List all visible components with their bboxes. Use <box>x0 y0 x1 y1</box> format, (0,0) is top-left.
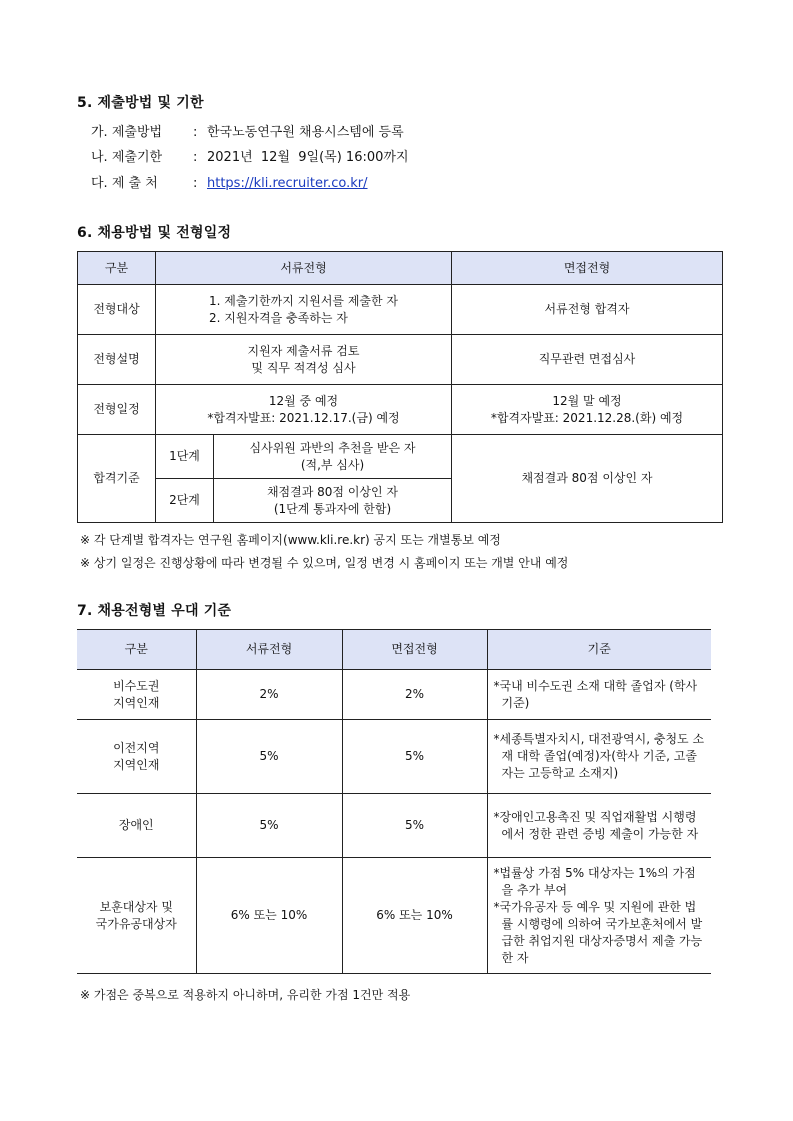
interview-rate-cell: 5% <box>342 720 487 794</box>
list-item: 1. 제출기한까지 지원서를 제출한 자 <box>209 293 398 308</box>
doc-rate-cell: 5% <box>196 794 342 858</box>
table-row <box>77 670 711 720</box>
stage1-label: 1단계 <box>156 435 214 479</box>
cell-line: 보훈대상자 및 <box>99 899 173 914</box>
cell-line: 비수도권 <box>113 678 160 693</box>
header-category: 구분 <box>78 252 156 285</box>
section7-note: ※ 가점은 중복으로 적용하지 아니하며, 유리한 가점 1건만 적용 <box>80 988 411 1002</box>
submit-deadline-key: 나. 제출기한 <box>91 150 163 165</box>
cell-line: 지원자 제출서류 검토 <box>247 343 360 358</box>
submit-deadline-sep: : <box>193 150 198 165</box>
interview-rate-cell: 6% 또는 10% <box>342 858 487 974</box>
table-header-row <box>77 630 711 670</box>
criteria-cell <box>487 720 711 794</box>
stage2-cell <box>214 479 452 523</box>
cell-line: *합격자발표: 2021.12.17.(금) 예정 <box>207 410 400 425</box>
row-label: 전형대상 <box>78 285 156 335</box>
header-category: 구분 <box>77 630 196 670</box>
cell-line: *합격자발표: 2021.12.28.(화) 예정 <box>490 410 684 425</box>
submit-deadline-line <box>91 146 409 165</box>
criteria-cell <box>487 858 711 974</box>
submit-place-key: 다. 제 출 처 <box>91 176 158 191</box>
category-cell <box>77 794 196 858</box>
selection-schedule-table <box>77 251 723 523</box>
header-document: 서류전형 <box>196 630 342 670</box>
submit-method-value: 한국노동연구원 채용시스템에 등록 <box>207 125 404 140</box>
row-label: 합격기준 <box>78 435 156 523</box>
table-row-schedule <box>78 385 723 435</box>
cell-line: 이전지역 <box>113 740 160 755</box>
cell-line: *세종특별자치시, 대전광역시, 충청도 소재 대학 졸업(예정)자(학사 기준, 고졸자는 고등학교 소재지) <box>493 732 705 780</box>
table-header-row <box>78 252 723 285</box>
section6-note-1: ※ 각 단계별 합격자는 연구원 홈페이지(www.kli.re.kr) 공지 또는 개별통보 예정 <box>80 533 501 547</box>
section7-heading: 7. 채용전형별 우대 기준 <box>77 603 232 619</box>
submit-method-key: 가. 제출방법 <box>91 125 163 140</box>
recruiter-link[interactable]: https://kli.recruiter.co.kr/ <box>207 176 368 191</box>
list-item: 2. 지원자격을 충족하는 자 <box>209 310 348 325</box>
cell-line: 장애인 <box>118 818 154 832</box>
cell-line: 지역인재 <box>113 757 160 772</box>
table-row <box>77 720 711 794</box>
table-row-target <box>78 285 723 335</box>
table-row-desc <box>78 335 723 385</box>
doc-rate-cell: 2% <box>196 670 342 720</box>
schedule-doc-cell <box>156 385 452 435</box>
row-label: 전형설명 <box>78 335 156 385</box>
desc-interview-cell: 직무관련 면접심사 <box>452 335 723 385</box>
section6-heading: 6. 채용방법 및 전형일정 <box>77 225 232 241</box>
criteria-interview-cell: 채점결과 80점 이상인 자 <box>452 435 723 523</box>
header-criteria: 기준 <box>487 630 711 670</box>
header-interview: 면접전형 <box>342 630 487 670</box>
criteria-cell <box>487 670 711 720</box>
category-cell <box>77 670 196 720</box>
schedule-interview-cell <box>452 385 723 435</box>
cell-line: 및 직무 적격성 심사 <box>251 360 356 375</box>
cell-line: (적,부 심사) <box>300 457 365 472</box>
target-doc-cell <box>156 285 452 335</box>
doc-rate-cell: 5% <box>196 720 342 794</box>
submit-method-sep: : <box>193 125 198 140</box>
category-cell <box>77 720 196 794</box>
submit-deadline-value: 2021년 12월 9일(목) 16:00까지 <box>207 150 409 165</box>
target-interview-cell: 서류전형 합격자 <box>452 285 723 335</box>
criteria-cell <box>487 794 711 858</box>
table-row-criteria-1 <box>78 435 723 479</box>
cell-line: 12월 말 예정 <box>552 393 622 408</box>
category-cell <box>77 858 196 974</box>
stage1-cell <box>214 435 452 479</box>
cell-line: *법률상 가점 5% 대상자는 1%의 가점을 추가 부여 <box>493 865 696 897</box>
header-interview: 면접전형 <box>452 252 723 285</box>
cell-line: 심사위원 과반의 추천을 받은 자 <box>249 440 416 455</box>
interview-rate-cell: 5% <box>342 794 487 858</box>
cell-line: (1단계 통과자에 한함) <box>273 501 392 516</box>
cell-line: *국가유공자 등 예우 및 지원에 관한 법률 시행령에 의하여 국가보훈처에서 발급한 취업지원 대상자증명서 제출 가능한 자 <box>493 899 703 965</box>
cell-line: 12월 중 예정 <box>268 393 339 408</box>
table-row <box>77 794 711 858</box>
row-label: 전형일정 <box>78 385 156 435</box>
table-row <box>77 858 711 974</box>
stage2-label: 2단계 <box>156 479 214 523</box>
section5-heading: 5. 제출방법 및 기한 <box>77 95 204 111</box>
interview-rate-cell: 2% <box>342 670 487 720</box>
submit-place-line <box>91 172 368 191</box>
desc-doc-cell <box>156 335 452 385</box>
section6-note-2: ※ 상기 일정은 진행상황에 따라 변경될 수 있으며, 일정 변경 시 홈페이지 또는 개별 안내 예정 <box>80 556 569 570</box>
doc-rate-cell: 6% 또는 10% <box>196 858 342 974</box>
cell-line: 국가유공대상자 <box>95 916 177 931</box>
submit-place-sep: : <box>193 176 198 191</box>
cell-line: *국내 비수도권 소재 대학 졸업자 (학사 기준) <box>493 678 698 710</box>
submit-method-line <box>91 121 404 140</box>
cell-line: 채점결과 80점 이상인 자 <box>266 484 399 499</box>
preference-table <box>77 629 711 974</box>
cell-line: *장애인고용촉진 및 직업재활법 시행령에서 정한 관련 증빙 제출이 가능한 자 <box>493 809 699 841</box>
header-document: 서류전형 <box>156 252 452 285</box>
cell-line: 지역인재 <box>113 695 160 710</box>
